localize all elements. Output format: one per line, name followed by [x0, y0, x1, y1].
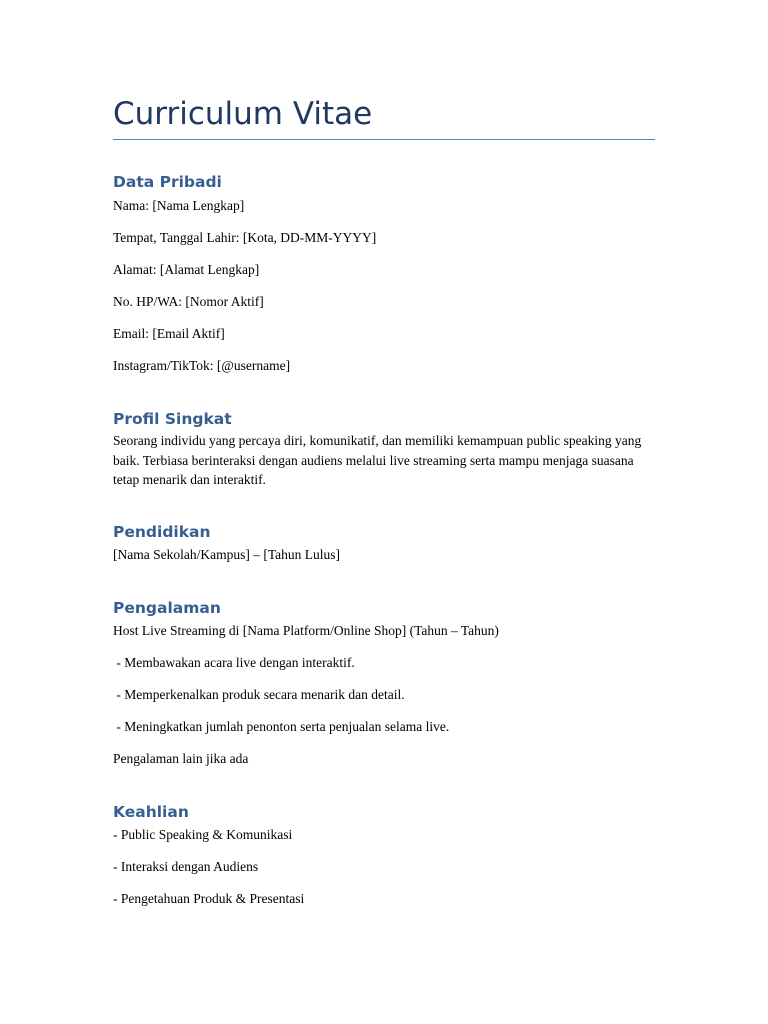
line-ttl: Tempat, Tanggal Lahir: [Kota, DD-MM-YYYY] [113, 230, 377, 245]
heading-pendidikan: Pendidikan [113, 523, 211, 541]
document-title: Curriculum Vitae [113, 96, 373, 132]
line-keahlian-item: - Public Speaking & Komunikasi [113, 827, 293, 842]
line-pengalaman-item: - Meningkatkan jumlah penonton serta penjualan selama live. [113, 719, 450, 734]
heading-profil-singkat: Profil Singkat [113, 410, 232, 428]
line-pengalaman-host: Host Live Streaming di [Nama Platform/Online Shop] (Tahun – Tahun) [113, 623, 499, 638]
line-pengalaman-lain: Pengalaman lain jika ada [113, 751, 249, 766]
heading-keahlian: Keahlian [113, 803, 189, 821]
line-instagram: Instagram/TikTok: [@username] [113, 358, 291, 373]
line-keahlian-item: - Interaksi dengan Audiens [113, 859, 259, 874]
line-pengalaman-item: - Memperkenalkan produk secara menarik dan detail. [113, 687, 405, 702]
line-pendidikan: [Nama Sekolah/Kampus] – [Tahun Lulus] [113, 547, 341, 562]
line-pengalaman-item: - Membawakan acara live dengan interaktif. [113, 655, 355, 670]
heading-data-pribadi: Data Pribadi [113, 173, 222, 191]
line-nama: Nama: [Nama Lengkap] [113, 198, 245, 213]
line-alamat: Alamat: [Alamat Lengkap] [113, 262, 260, 277]
title-divider [113, 139, 655, 140]
line-keahlian-item: - Pengetahuan Produk & Presentasi [113, 891, 305, 906]
line-hp: No. HP/WA: [Nomor Aktif] [113, 294, 264, 309]
profil-paragraph: Seorang individu yang percaya diri, komunikatif, dan memiliki kemampuan public speaking yang baik. Terbiasa berinteraksi dengan audiens melalui live streaming serta mampu menjaga suasana tetap menarik dan interaktif. [113, 433, 642, 487]
heading-pengalaman: Pengalaman [113, 599, 221, 617]
line-email: Email: [Email Aktif] [113, 326, 225, 341]
